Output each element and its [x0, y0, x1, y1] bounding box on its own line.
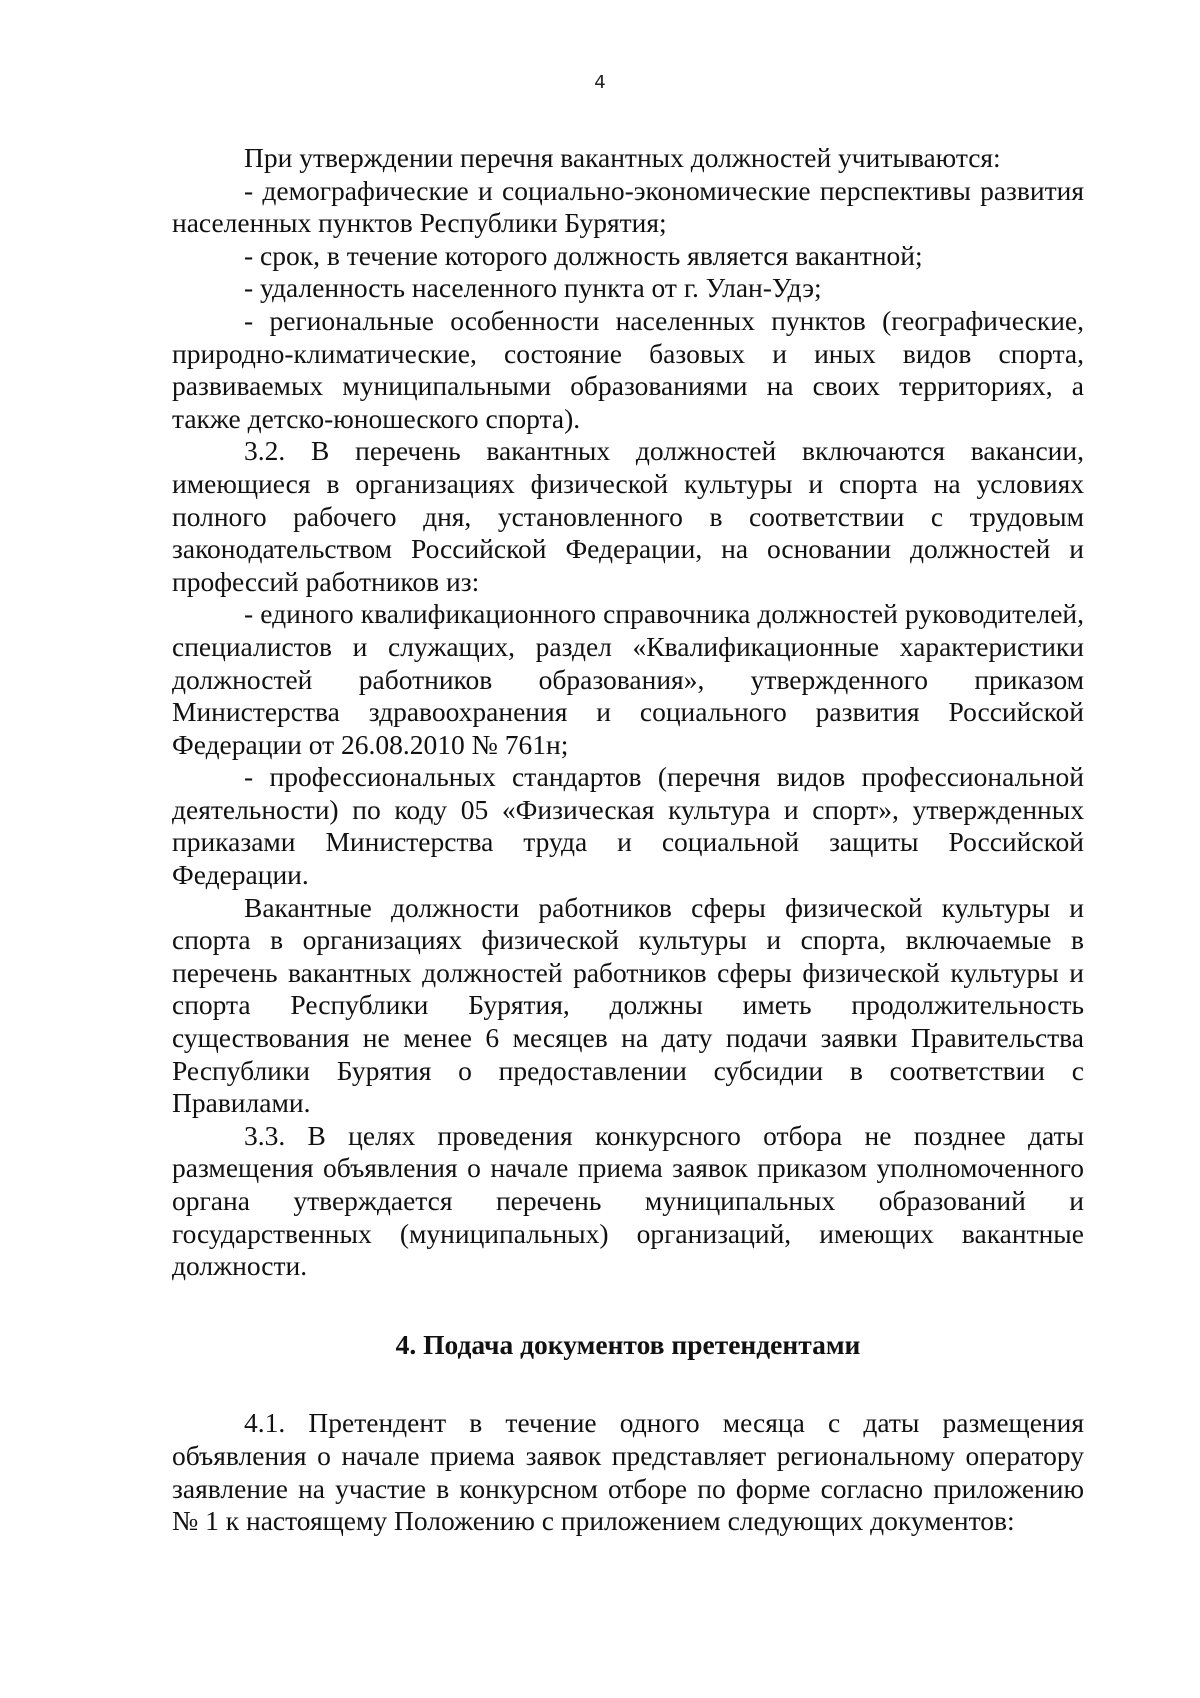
list-item-professional-standards: - профессиональных стандартов (перечня видов профессиональной деятельности) по коду 05 «Физическая культура и спорт», утвержденных приказами Министерства труда и социальной защиты Российской Федерации.	[172, 761, 1084, 891]
list-item-vacancy-term: - срок, в течение которого должность является вакантной;	[244, 239, 923, 271]
paragraph-4-1: 4.1. Претендент в течение одного месяца с даты размещения объявления о начале приема заявок представляет региональному оператору заявление на участие в конкурсном отборе по форме согласно приложению № 1 к настоящему Положению с приложением следующих документов:	[172, 1407, 1084, 1537]
list-item-demographic: - демографические и социально-экономические перспективы развития населенных пунктов Республики Бурятия;	[172, 174, 1084, 239]
paragraph-3-3: 3.3. В целях проведения конкурсного отбора не позднее даты размещения объявления о начале приема заявок приказом уполномоченного органа утверждается перечень муниципальных образований и государственных (муниципальных) организаций, имеющих вакантные должности.	[172, 1119, 1084, 1282]
list-item-regional-features: - региональные особенности населенных пунктов (географические, природно-климатические, состояние базовых и иных видов спорта, развиваемых муниципальными образованиями на своих территориях, а также детско-юношеского спорта).	[172, 304, 1084, 434]
paragraph-3-2: 3.2. В перечень вакантных должностей включаются вакансии, имеющиеся в организациях физической культуры и спорта на условиях полного рабочего дня, установленного в соответствии с трудовым законодательством Российской Федерации, на основании должностей и профессий работников из:	[172, 435, 1084, 597]
list-item-distance: - удаленность населенного пункта от г. Улан-Удэ;	[244, 272, 822, 304]
document-body	[172, 142, 1084, 1538]
list-item-qualification-handbook: - единого квалификационного справочника должностей руководителей, специалистов и служащих, раздел «Квалификационные характеристики должностей работников образования», утвержденного приказом Министерства здравоохранения и социального развития Российской Федерации от 26.08.2010 № 761н;	[172, 598, 1084, 760]
paragraph-intro: При утверждении перечня вакантных должностей учитываются:	[244, 142, 1001, 173]
page-number: 4	[594, 72, 606, 93]
paragraph-vacancy-duration: Вакантные должности работников сферы физической культуры и спорта в организациях физической культуры и спорта, включаемые в перечень вакантных должностей работников сферы физической культуры и спорта Республики Бурятия, должны иметь продолжительность существования не менее 6 месяцев на дату подачи заявки Правительства Республики Бурятия о предоставлении субсидии в соответствии с Правилами.	[172, 891, 1084, 1119]
section-heading: 4. Подача документов претендентами	[395, 1328, 861, 1360]
